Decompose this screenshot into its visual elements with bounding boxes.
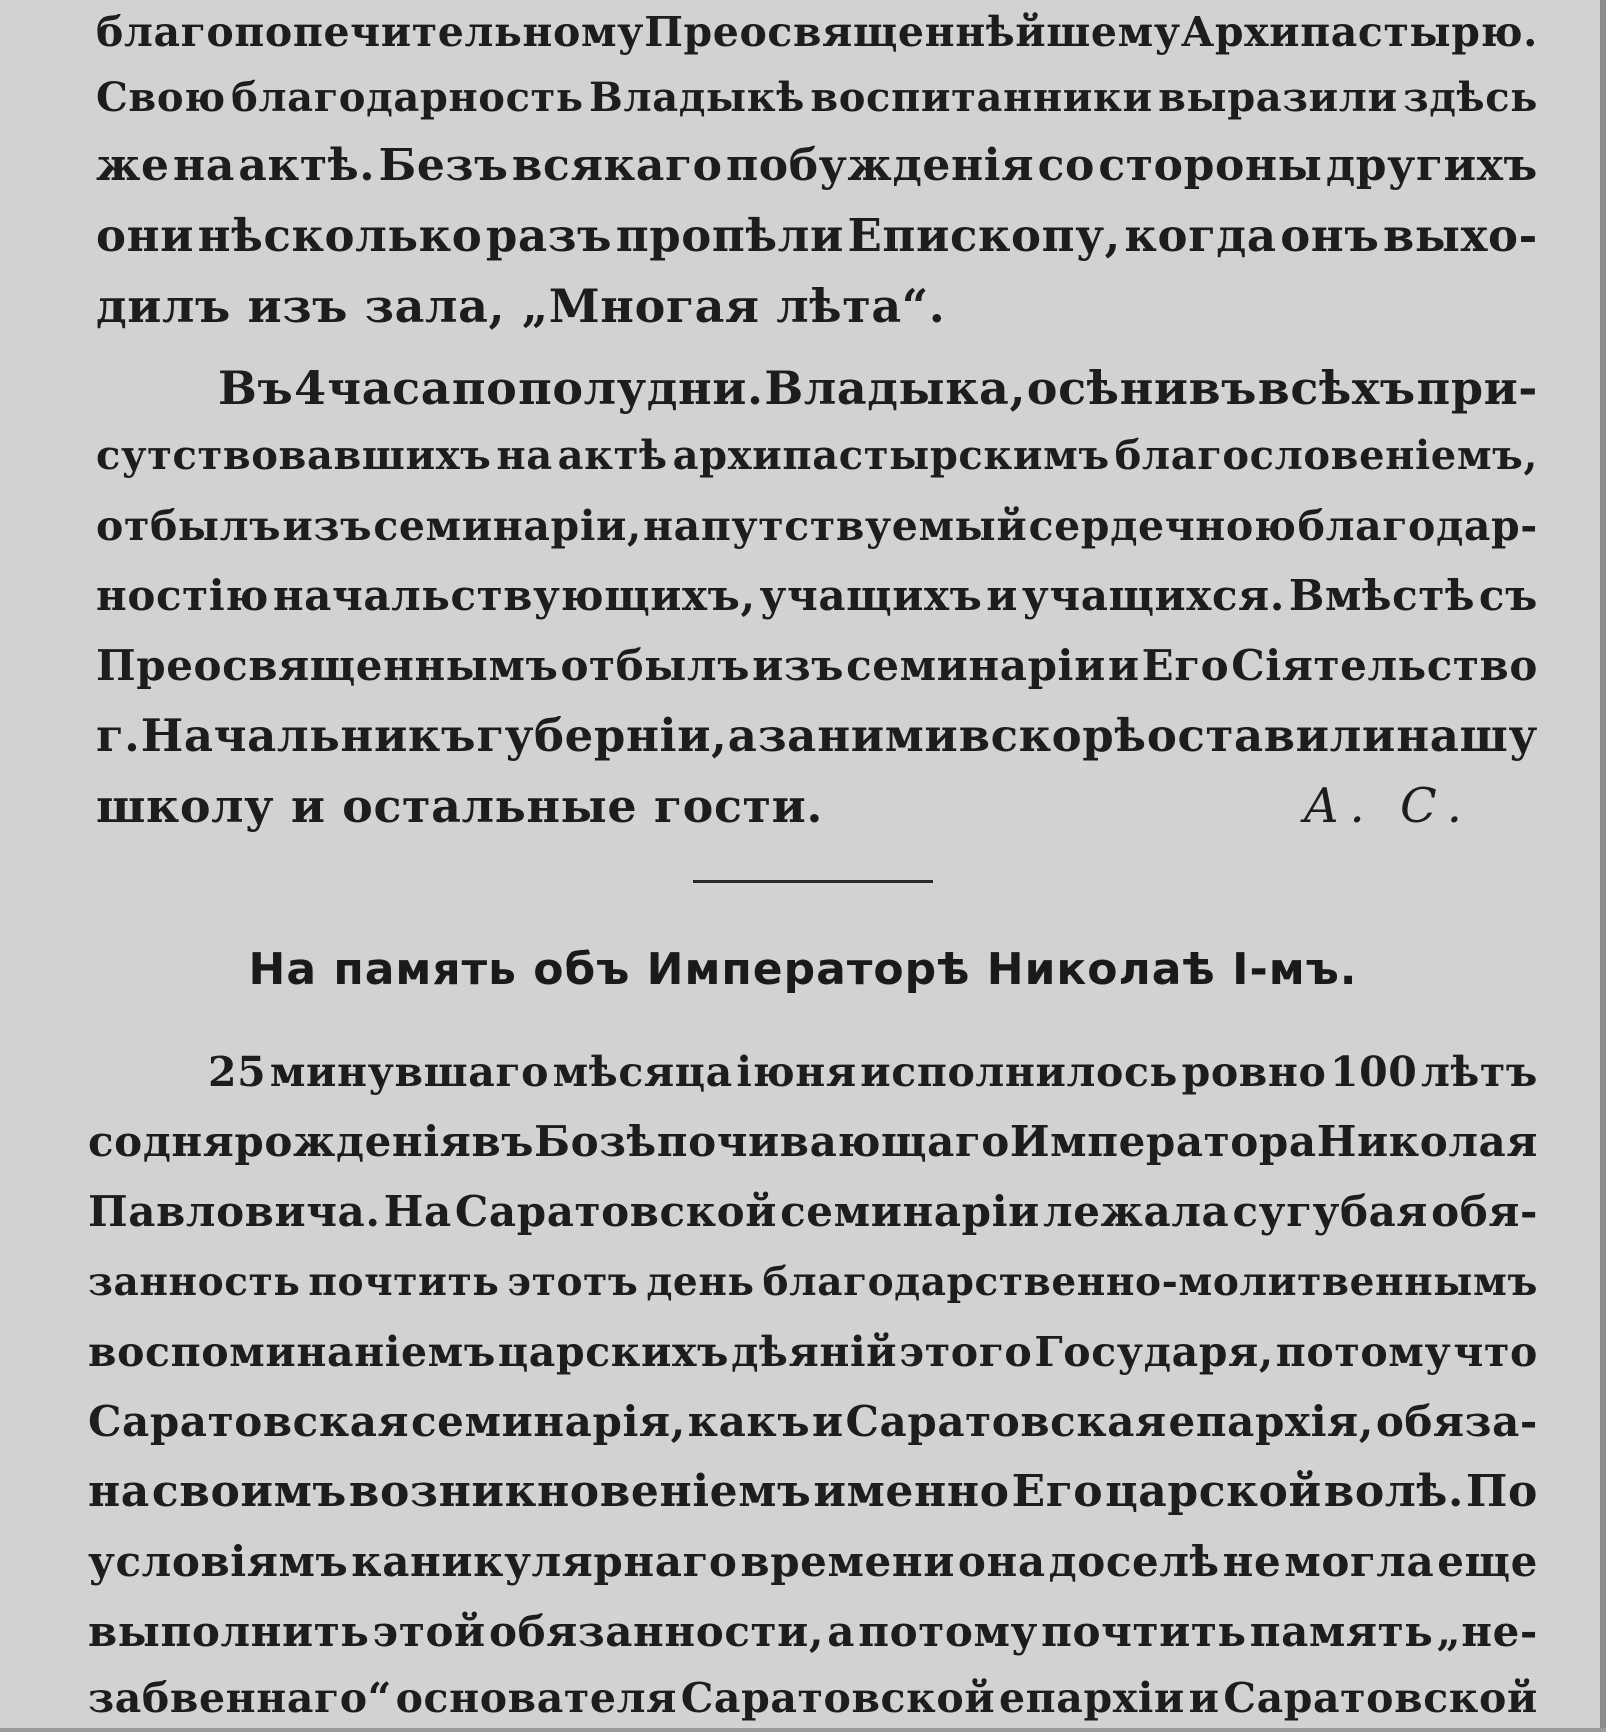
word: Его bbox=[1141, 641, 1230, 690]
word: побужденія bbox=[725, 140, 1035, 191]
word: этотъ bbox=[507, 1259, 639, 1305]
word: стороны bbox=[1098, 140, 1323, 191]
word: изъ bbox=[752, 641, 845, 690]
word: онъ bbox=[1280, 209, 1380, 262]
word: выполнить bbox=[88, 1607, 370, 1656]
word: мѣсяца bbox=[552, 1048, 733, 1096]
word: на bbox=[173, 140, 235, 191]
word: отбылъ bbox=[560, 641, 751, 690]
word: полудни. bbox=[518, 361, 764, 415]
word: занность bbox=[88, 1259, 301, 1305]
word: напутствуемый bbox=[643, 502, 1028, 550]
word: начальствующихъ, bbox=[272, 571, 756, 620]
word: и bbox=[1188, 1674, 1220, 1722]
word: обязанности, bbox=[488, 1607, 825, 1656]
word: царской bbox=[1105, 1466, 1322, 1517]
word: г. bbox=[96, 709, 141, 762]
text-line: дилъ изъ зала, „Многая лѣта“. bbox=[96, 279, 946, 333]
word: іюня bbox=[736, 1048, 857, 1096]
word: воспоминаніемъ bbox=[88, 1328, 496, 1376]
word: По bbox=[1465, 1466, 1538, 1517]
word: семинарія, bbox=[411, 1397, 686, 1446]
word: и bbox=[811, 1397, 844, 1446]
word: Саратовская bbox=[88, 1397, 410, 1446]
word: 25 bbox=[208, 1048, 267, 1096]
author-signature: А. С. bbox=[1303, 778, 1472, 834]
word: епархія, bbox=[1168, 1397, 1375, 1446]
word: учащихъ bbox=[759, 571, 983, 620]
word: Саратовская bbox=[845, 1397, 1167, 1446]
word: почтить bbox=[1041, 1607, 1247, 1656]
word: память bbox=[1249, 1607, 1434, 1656]
word: актѣ bbox=[557, 432, 668, 479]
word: нашу bbox=[1396, 709, 1538, 762]
text-line bbox=[96, 0, 1538, 64]
text-line bbox=[96, 66, 1538, 130]
word: Епископу, bbox=[847, 209, 1121, 262]
text-line bbox=[88, 1320, 1538, 1384]
word: они bbox=[96, 209, 195, 262]
word: „не- bbox=[1436, 1607, 1538, 1656]
word: сугубая bbox=[1232, 1187, 1429, 1236]
word: и bbox=[986, 571, 1019, 620]
word: осѣнивъ bbox=[1026, 361, 1258, 415]
word: часа bbox=[327, 361, 452, 415]
text-line bbox=[88, 1250, 1538, 1314]
word: именно bbox=[813, 1466, 1010, 1517]
text-line bbox=[88, 1110, 1538, 1174]
word: 4 bbox=[294, 361, 327, 415]
word: Императора bbox=[1009, 1117, 1317, 1166]
text-line: школу и остальные гости. bbox=[96, 779, 823, 833]
word: по bbox=[451, 361, 518, 415]
word: времени bbox=[740, 1537, 955, 1586]
word: когда bbox=[1124, 209, 1277, 262]
word: дня bbox=[142, 1117, 235, 1166]
word: въ bbox=[471, 1117, 535, 1166]
word: выразили bbox=[1158, 74, 1398, 121]
word: Его bbox=[1011, 1466, 1104, 1517]
text-line bbox=[96, 494, 1538, 558]
word: а bbox=[827, 1607, 856, 1656]
word: 100 bbox=[1329, 1048, 1418, 1096]
word: доселѣ bbox=[1048, 1537, 1220, 1586]
text-line bbox=[88, 1600, 1538, 1664]
text-line bbox=[96, 564, 1538, 628]
text-line bbox=[88, 1666, 1538, 1730]
word: Бозѣ bbox=[534, 1117, 657, 1166]
word: Архипастырю. bbox=[1180, 8, 1538, 56]
word: Преосвященнѣйшему bbox=[644, 8, 1181, 56]
word: другихъ bbox=[1325, 140, 1538, 191]
word: возникновеніемъ bbox=[348, 1466, 812, 1517]
word: сердечною bbox=[1028, 502, 1297, 550]
word: оставили bbox=[1146, 709, 1396, 762]
text-line bbox=[208, 1040, 1538, 1104]
word: лежала bbox=[1042, 1187, 1230, 1236]
word: обяза- bbox=[1375, 1397, 1538, 1446]
word: рожденія bbox=[234, 1117, 472, 1166]
word: Павловича. bbox=[88, 1187, 381, 1236]
word: каникулярнаго bbox=[351, 1537, 738, 1586]
text-line bbox=[218, 356, 1538, 420]
word: Владыка, bbox=[764, 361, 1027, 415]
word: Владыкѣ bbox=[589, 74, 805, 121]
word: выхо- bbox=[1383, 209, 1538, 262]
word: на bbox=[496, 432, 553, 479]
word: царскихъ bbox=[497, 1328, 730, 1376]
text-line bbox=[96, 634, 1538, 698]
word: благодарность bbox=[231, 74, 584, 121]
word: обя- bbox=[1431, 1187, 1538, 1236]
word: архипастырскимъ bbox=[672, 432, 1110, 479]
word: ними bbox=[817, 709, 959, 762]
word: ностію bbox=[96, 571, 269, 620]
word: почивающаго bbox=[656, 1117, 1010, 1166]
article-title: На память объ Императорѣ Николаѣ І-мъ. bbox=[248, 944, 1358, 995]
word: благодар- bbox=[1297, 502, 1538, 550]
word: Саратовской bbox=[680, 1674, 996, 1722]
word: Вмѣстѣ bbox=[1288, 571, 1476, 620]
word: съ bbox=[1478, 571, 1538, 620]
word: Сіятельство bbox=[1231, 641, 1538, 690]
text-line bbox=[88, 1460, 1538, 1524]
word: же bbox=[96, 140, 170, 191]
word: Свою bbox=[96, 74, 226, 121]
word: сутствовавшихъ bbox=[96, 432, 492, 479]
word: Въ bbox=[218, 361, 294, 415]
text-line bbox=[88, 1390, 1538, 1454]
text-line bbox=[96, 704, 1538, 768]
word: могла bbox=[1284, 1537, 1435, 1586]
text-line bbox=[96, 204, 1538, 268]
section-divider bbox=[693, 880, 933, 883]
word: здѣсь bbox=[1403, 74, 1538, 121]
word: воспитанники bbox=[810, 74, 1153, 121]
word: разъ bbox=[485, 209, 613, 262]
word: благопопечительному bbox=[96, 8, 645, 56]
text-line bbox=[88, 1530, 1538, 1594]
word: основателя bbox=[395, 1674, 677, 1722]
word: при- bbox=[1416, 361, 1538, 415]
word: актѣ. bbox=[238, 140, 376, 191]
scan-edge bbox=[0, 1728, 1606, 1732]
word: этой bbox=[372, 1607, 486, 1656]
word: со bbox=[1037, 140, 1095, 191]
word: на bbox=[88, 1466, 150, 1517]
word: изъ bbox=[282, 502, 373, 550]
word: что bbox=[1453, 1328, 1538, 1376]
word: епархіи bbox=[998, 1674, 1185, 1722]
word: дѣяній bbox=[731, 1328, 898, 1376]
word: губерніи, bbox=[476, 709, 728, 762]
word: семинаріи bbox=[780, 1187, 1040, 1236]
word: волѣ. bbox=[1323, 1466, 1464, 1517]
word: учащихся. bbox=[1021, 571, 1285, 620]
word: и bbox=[1107, 641, 1140, 690]
word: Саратовской bbox=[454, 1187, 778, 1236]
word: отбылъ bbox=[96, 502, 282, 550]
word: забвеннаго“ bbox=[88, 1674, 392, 1722]
word: своимъ bbox=[151, 1466, 347, 1517]
word: семинаріи bbox=[846, 641, 1106, 690]
text-line bbox=[96, 424, 1538, 488]
word: еще bbox=[1437, 1537, 1538, 1586]
word: благодарственно-молитвеннымъ bbox=[762, 1259, 1538, 1305]
scan-edge bbox=[1600, 0, 1606, 1732]
word: всякаго bbox=[511, 140, 723, 191]
word: Начальникъ bbox=[140, 709, 477, 762]
word: со bbox=[88, 1117, 143, 1166]
word: Государя, bbox=[1034, 1328, 1274, 1376]
word: потому bbox=[858, 1607, 1039, 1656]
word: ровно bbox=[1181, 1048, 1327, 1096]
word: она bbox=[957, 1537, 1046, 1586]
word: почтить bbox=[308, 1259, 500, 1305]
word: На bbox=[383, 1187, 452, 1236]
word: Николая bbox=[1316, 1117, 1538, 1166]
word: лѣтъ bbox=[1420, 1048, 1538, 1096]
word: Безъ bbox=[378, 140, 509, 191]
word: за bbox=[757, 709, 817, 762]
word: Саратовской bbox=[1223, 1674, 1538, 1722]
text-line bbox=[96, 134, 1538, 198]
word: какъ bbox=[687, 1397, 811, 1446]
word: нѣсколько bbox=[197, 209, 483, 262]
text-line bbox=[88, 1180, 1538, 1244]
word: Преосвященнымъ bbox=[96, 641, 559, 690]
word: всѣхъ bbox=[1257, 361, 1416, 415]
word: минувшаго bbox=[269, 1048, 550, 1096]
word: условіямъ bbox=[88, 1537, 349, 1586]
word: семинаріи, bbox=[373, 502, 642, 550]
word: не bbox=[1222, 1537, 1282, 1586]
word: этого bbox=[899, 1328, 1033, 1376]
word: день bbox=[646, 1259, 755, 1305]
word: вскорѣ bbox=[958, 709, 1147, 762]
word: пропѣли bbox=[615, 209, 844, 262]
word: благословеніемъ, bbox=[1114, 432, 1538, 479]
word: а bbox=[727, 709, 758, 762]
word: потому bbox=[1275, 1328, 1452, 1376]
word: исполнилось bbox=[860, 1048, 1178, 1096]
